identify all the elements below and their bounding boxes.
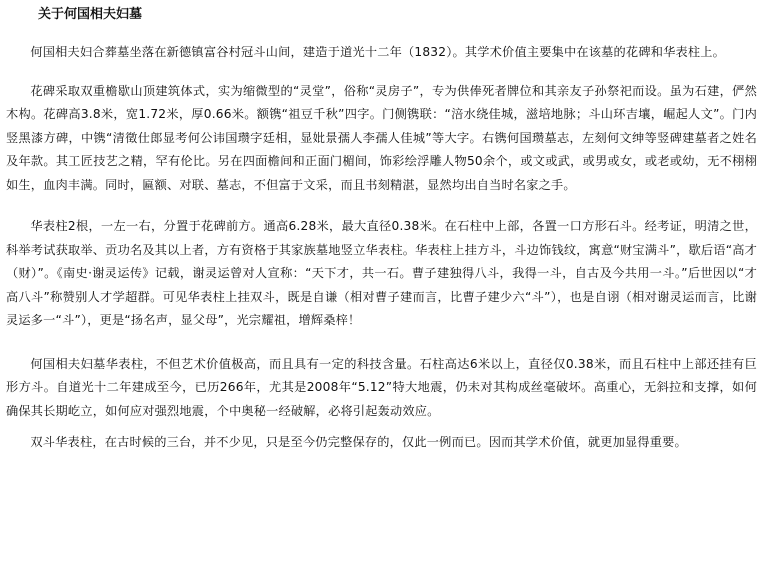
paragraph-huabiao-pillars: 华表柱2根，一左一右，分置于花碑前方。通高6.28米，最大直径0.38米。在石柱中上部，各置一口方形石斗。经考证，明清之世，科举考试获取举、贡功名及其以上者，方有资格于其家族墓地竖立华表柱。华表柱上挂方斗，斗边饰钱纹，寓意“财宝满斗”，歇后语“高才（财）”。《南史·谢灵运传》记载，谢灵运曾对人宣称：“天下才，共一石。曹子建独得八斗，我得一斗，自古及今共用一斗。”后世因以“才高八斗”称赞别人才学超群。可见华表柱上挂双斗，既是自谦（相对曹子建而言，比曹子建少六“斗”），也是自诩（相对谢灵运而言，比谢灵运多一“斗”），更是“扬名声，显父母”，光宗耀祖，增辉桑梓！ [6, 219, 757, 327]
article-title: 关于何国相夫妇墓 [38, 7, 143, 22]
paragraph-conclusion: 双斗华表柱，在古时候的三台，并不少见，只是至今仍完整保存的，仅此一例而已。因而其学术价值，就更加显得重要。 [30, 435, 687, 449]
paragraph-flower-stele: 花碑采取双重檐歇山顶建筑体式，实为缩微型的“灵堂”，俗称“灵房子”，专为供俸死者牌位和其亲友子孙祭祀而设。虽为石建，俨然木构。花碑高3.8米，宽1.72米，厚0.66米。额镌“祖豆千秋”四字。门侧镌联：“涪水绕佳城，滋培地脉；斗山环吉壤，崛起人文”。门内竖黑漆方碑，中镌“清徵仕郎显考何公讳国瓒字廷相，显妣景孺人李孺人佳城”等大字。右镌何国瓒墓志，左刻何文绅等竖碑建墓者之姓名及年款。其工匠技艺之精，罕有伦比。另在四面檐间和正面门楣间，饰彩绘浮雕人物50余个，或文或武，或男或女，或老或幼，无不栩栩如生，血肉丰满。同时，匾额、对联、墓志，不但富于文采，而且书刻精湛，显然均出自当时名家之手。 [6, 83, 757, 192]
paragraph-technology: 何国相夫妇墓华表柱，不但艺术价值极高，而且具有一定的科技含量。石柱高达6米以上，直径仅0.38米，而且石柱中上部还挂有巨形方斗。自道光十二年建成至今，已历266年，尤其是2008年“5.12”特大地震，仍未对其构成丝毫破坏。高重心，无斜拉和支撑，如何确保其长期屹立，如何应对强烈地震，个中奥秘一经破解，必将引起轰动效应。 [6, 356, 757, 418]
paragraph-intro: 何国相夫妇合葬墓坐落在新德镇富谷村冠斗山间，建造于道光十二年（1832）。其学术价值主要集中在该墓的花碑和华表柱上。 [30, 45, 726, 59]
